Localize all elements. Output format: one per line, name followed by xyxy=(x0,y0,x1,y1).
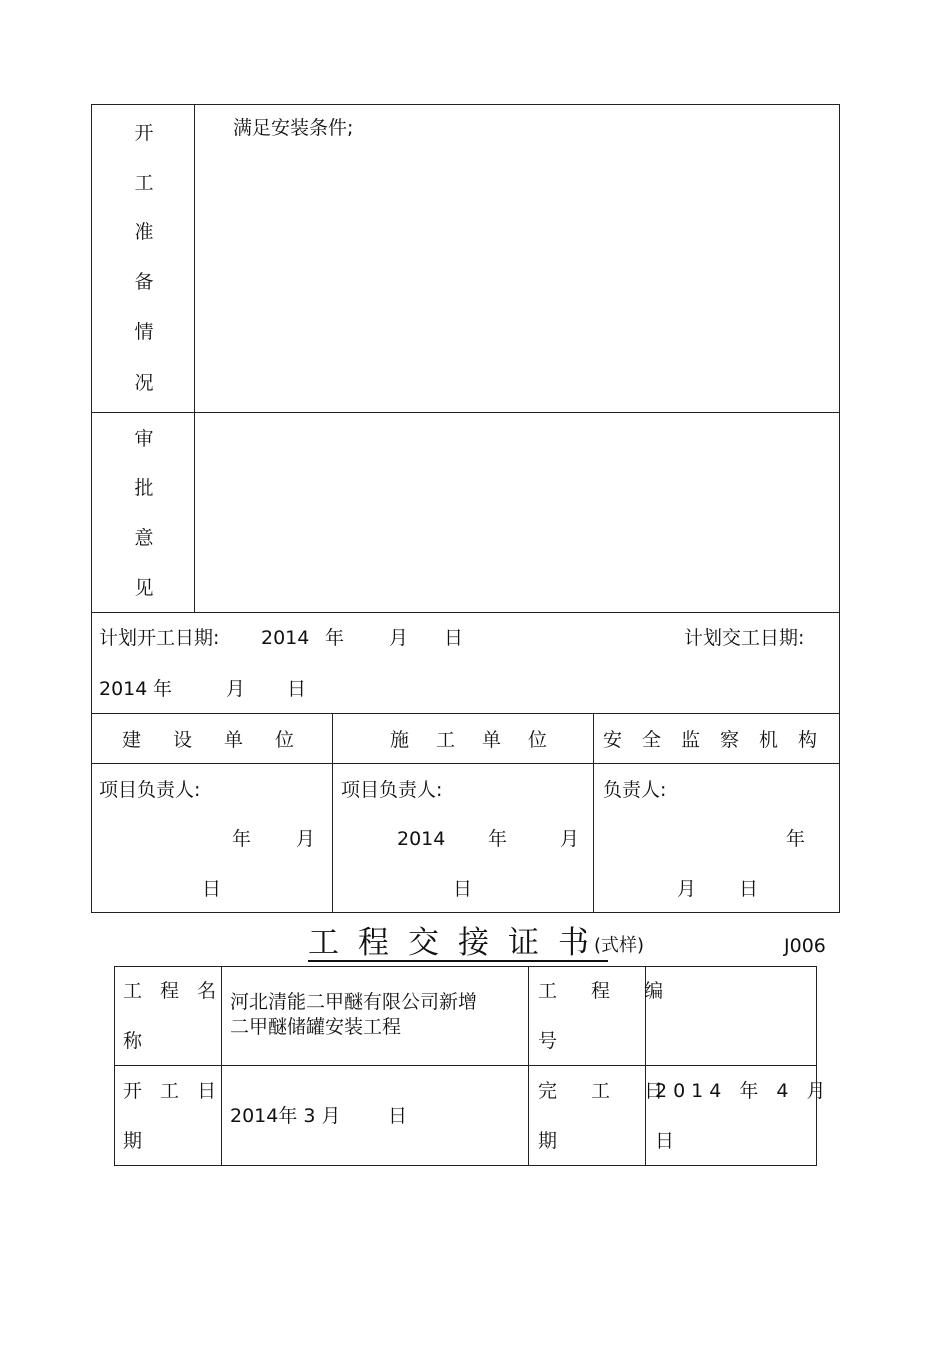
prep-label-char: 况 xyxy=(134,372,154,394)
planned-end-year-char: 年 xyxy=(153,678,173,700)
owner-month-char: 月 xyxy=(296,828,316,850)
approval-row-bottom-border xyxy=(91,612,840,613)
approval-label-char: 意 xyxy=(134,527,154,549)
planned-end-day-char: 日 xyxy=(287,678,307,700)
builder-person-label: 项目负责人: xyxy=(341,779,443,801)
table-right-border xyxy=(839,104,840,913)
planned-start-year: 2014 xyxy=(261,627,310,649)
cert-col-divider-2 xyxy=(528,966,529,1166)
prep-label-char: 情 xyxy=(134,321,154,343)
prep-label-char: 工 xyxy=(134,172,154,194)
planned-end-month-char: 月 xyxy=(226,678,246,700)
cert-row-divider xyxy=(114,1065,817,1066)
planned-start-month-char: 月 xyxy=(389,627,409,649)
header-inspection-agency: 安全监察机构 xyxy=(603,729,838,751)
project-no-label: 工 程 编 xyxy=(538,980,678,1002)
end-date-value: 2014 年 4 月 xyxy=(655,1080,832,1102)
planned-start-day-char: 日 xyxy=(444,627,464,649)
prep-label-char: 备 xyxy=(134,271,154,293)
prep-label-char: 开 xyxy=(134,122,154,144)
project-no-label-cont: 号 xyxy=(538,1030,558,1052)
owner-day-char: 日 xyxy=(202,878,222,900)
start-date-label-cont: 期 xyxy=(123,1130,143,1152)
builder-day-char: 日 xyxy=(453,878,473,900)
units-divider-2 xyxy=(593,713,594,913)
planned-end-label: 计划交工日期: xyxy=(684,627,805,649)
table-left-border xyxy=(91,104,92,913)
table-top-border xyxy=(91,104,840,105)
cert-table-right-border xyxy=(816,966,817,1166)
prep-label-char: 准 xyxy=(134,221,154,243)
schedule-row-bottom-border xyxy=(91,713,840,714)
owner-year-char: 年 xyxy=(232,828,252,850)
form-code: J006 xyxy=(784,935,826,957)
prep-content: 满足安装条件; xyxy=(233,117,354,139)
cert-table-top-border xyxy=(114,966,817,967)
inspection-month-char: 月 xyxy=(677,878,697,900)
project-name-label: 工 程 名 xyxy=(123,980,223,1002)
end-date-label-cont: 期 xyxy=(538,1130,558,1152)
builder-year-num: 2014 xyxy=(397,828,446,850)
inspection-day-char: 日 xyxy=(739,878,759,900)
approval-label-char: 见 xyxy=(134,577,154,599)
units-header-bottom-border xyxy=(91,763,840,764)
table-bottom-border xyxy=(91,912,840,913)
builder-month-char: 月 xyxy=(560,828,580,850)
start-date-label: 开 工 日 xyxy=(123,1080,223,1102)
cert-table-left-border xyxy=(114,966,115,1166)
inspection-year-char: 年 xyxy=(786,828,806,850)
start-date-day-char: 日 xyxy=(388,1105,408,1127)
certificate-title: 工程交接证书 xyxy=(308,925,608,961)
project-name-value: 河北清能二甲醚有限公司新增 xyxy=(230,991,478,1013)
label-column-divider xyxy=(194,104,195,613)
planned-start-year-char: 年 xyxy=(325,627,345,649)
prep-row-bottom-border xyxy=(91,412,840,413)
header-builder: 施工单位 xyxy=(390,729,575,751)
planned-end-year: 2014 xyxy=(99,678,148,700)
project-name-label-cont: 称 xyxy=(123,1030,143,1052)
owner-person-label: 项目负责人: xyxy=(99,779,201,801)
end-date-label: 完 工 日 xyxy=(538,1080,678,1102)
certificate-subtitle: (式样) xyxy=(594,935,645,956)
units-divider-1 xyxy=(332,713,333,913)
start-date-value: 2014年 3 月 xyxy=(230,1105,341,1127)
builder-year-char: 年 xyxy=(488,828,508,850)
end-date-day-char: 日 xyxy=(655,1130,675,1152)
approval-label-char: 批 xyxy=(134,477,154,499)
planned-start-label: 计划开工日期: xyxy=(99,627,220,649)
header-construction-owner: 建设单位 xyxy=(122,729,327,751)
cert-table-bottom-border xyxy=(114,1165,817,1166)
project-name-value-cont: 二甲醚储罐安装工程 xyxy=(230,1016,402,1038)
inspection-person-label: 负责人: xyxy=(603,779,667,801)
approval-label-char: 审 xyxy=(134,428,154,450)
